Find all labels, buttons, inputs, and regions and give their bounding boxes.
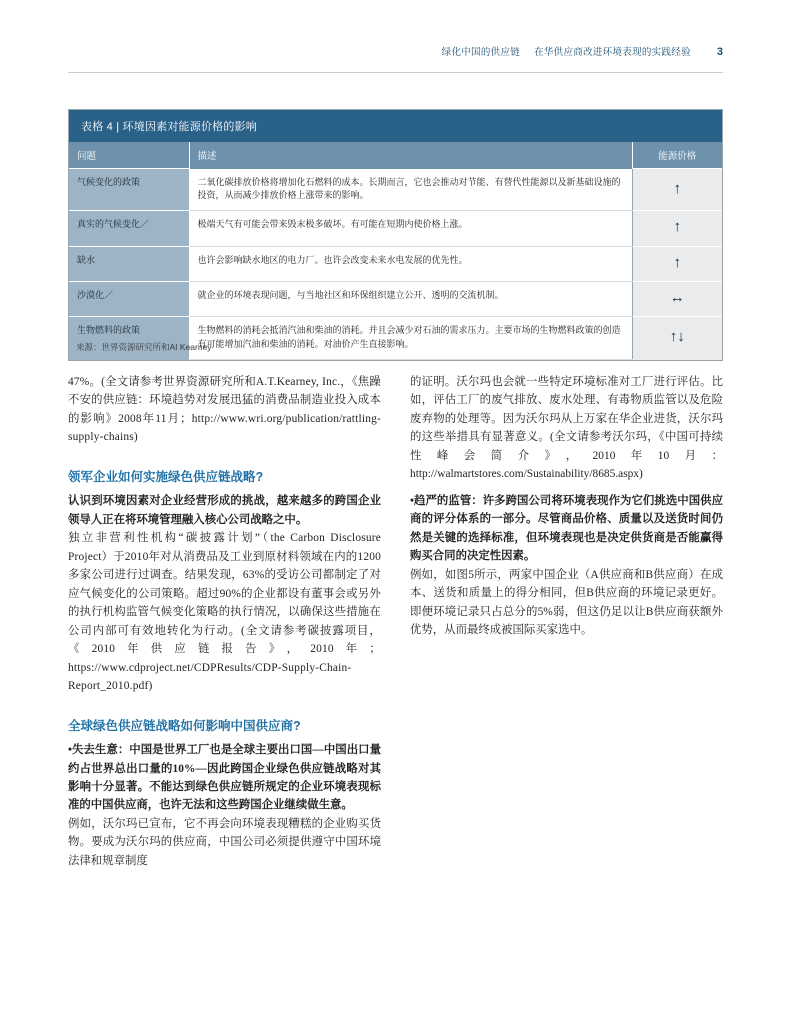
table-title: 表格 4 | 环境因素对能源价格的影响 (69, 110, 722, 142)
section-heading-leading-companies: 领军企业如何实施绿色供应链战略? (68, 469, 264, 484)
cell-description: 极端天气有可能会带来毁末极多破坏。有可能在短期内使价格上涨。 (189, 211, 632, 246)
paragraph-bullet-bold: •失去生意：中国是世界工厂也是全球主要出口国—中国出口量约占世界总出口量的10%—因此跨国企业绿色供应链战略对其影响十分显著。不能达到绿色供应链所规定的企业环境表现标准的中国供应商，也许无法和这些跨国企业继续做生意。 (68, 744, 381, 812)
header-title-sub: 在华供应商改进环境表现的实践经验 (534, 47, 691, 58)
cell-description: 二氧化碳排放价格将增加化石燃料的成本。长期而言，它也会推动对节能、有替代性能源以及新基础设施的投资，从而减少排放价格上涨带来的影响。 (189, 169, 632, 211)
page-header (68, 44, 723, 58)
body-column-left (68, 373, 381, 870)
paragraph-bullet-rest-right: 例如，如图5所示，两家中国企业（A供应商和B供应商）在成本、送货和质量上的得分相同，但B供应商的环境记录更好。即便环境记录只占总分的5%弱，但这仍足以让B供应商获额外优势，从而最终成被国际买家选中。 (410, 568, 723, 637)
cell-description: 生物燃料的消耗会抵消汽油和柴油的消耗。并且会减少对石油的需求压力。主要市场的生物燃料政策的创造有可能增加汽油和柴油的消耗。对油价产生直接影响。 (189, 317, 632, 360)
paragraph-body: 独立非营利性机构“碳披露计划”（the Carbon Disclosure Project）于2010年对从消费品及工业到原材料领域在内的1200多家公司进行过调查。结果发现，63%的受访公司都制定了对应气候变化的公司策略。超过90%的企业都设有董事会或另外的执行机构监管气候变化策略的执行情况，以确保这些措施在公司内部可有效地转化为行动。(全文请参考碳披露项目，《2010年供应链报告》，2010年；https://www.cdproject.net/CDPResults/CDP-Supply-Chain-Report_2010.pdf) (68, 532, 381, 693)
environment-energy-price-table (68, 109, 723, 361)
header-title-main: 绿化中国的供应链 (441, 47, 521, 58)
cell-price-arrow: ↔ (632, 281, 722, 316)
cell-issue: 缺水 (69, 246, 189, 281)
cell-price-arrow: ↑↓ (632, 317, 722, 360)
paragraph-lead-bold: 认识到环境因素对企业经营形成的挑战，越来越多的跨国企业领导人正在将环境管理融入核心公司战略之中。 (68, 495, 381, 526)
cell-issue: 沙漠化／ (69, 281, 189, 316)
column-header-description: 描述 (189, 142, 632, 169)
table-source-note: 来源：世界资源研究所和AI Kearney (76, 342, 212, 352)
header-divider (68, 72, 723, 73)
table-row (69, 281, 722, 316)
table-row (69, 317, 722, 360)
paragraph-gap (410, 484, 723, 492)
table-header-row (69, 142, 722, 169)
cell-issue: 生物燃料的政策 (69, 317, 189, 360)
table-row (69, 169, 722, 211)
table-row (69, 246, 722, 281)
paragraph-bullet-bold-right: •趋严的监管：许多跨国公司将环境表现作为它们挑选中国供应商的评分体系的一部分。尽管商品价格、质量以及送货时间仍然是关键的选择标准，但环境表现也是决定供货商是否能赢得购买合同的决定性因素。 (410, 494, 723, 563)
paragraph-continuation: 47%。(全文请参考世界资源研究所和A.T.Kearney, Inc.，《焦躁不安的供应链：环境趋势对发展迅猛的消费品制造业投入成本的影响》2008年11月；http://www.wri.org/publication/rattling-supply-chains) (68, 376, 381, 444)
column-header-energy-price: 能源价格 (632, 142, 722, 169)
cell-description: 就企业的环境表现问题，与当地社区和环保组织建立公开、透明的交流机制。 (189, 281, 632, 316)
cell-price-arrow: ↑ (632, 246, 722, 281)
cell-issue: 气候变化的政策 (69, 169, 189, 211)
cell-description: 也许会影响缺水地区的电力厂。也许会改变未来水电发展的优先性。 (189, 246, 632, 281)
cell-issue: 真实的气候变化／ (69, 211, 189, 246)
paragraph-bullet-rest: 例如，沃尔玛已宣布，它不再会向环境表现糟糕的企业购买货物。要成为沃尔玛的供应商，中国公司必须提供遵守中国环境法律和规章制度 (68, 817, 381, 867)
body-column-right (410, 373, 723, 640)
cell-price-arrow: ↑ (632, 211, 722, 246)
section-heading-global-strategy-impact: 全球绿色供应链战略如何影响中国供应商? (68, 718, 301, 733)
paragraph-continuation-right: 的证明。沃尔玛也会就一些特定环境标准对工厂进行评估。比如，评估工厂的废气排放、废水处理、有毒物质监管以及危险废弃物的处理等。因为沃尔玛从上万家在华企业进货，沃尔玛的这些举措具有显著意义。(全文请参考沃尔玛，《中国可持续性峰会简介》，2010年10月：http://walmartstores.com/Sustainability/8685.aspx) (410, 376, 723, 481)
table-row (69, 211, 722, 246)
cell-price-arrow: ↑ (632, 169, 722, 211)
column-header-issue: 问题 (69, 142, 189, 169)
page-number: 3 (716, 46, 723, 58)
